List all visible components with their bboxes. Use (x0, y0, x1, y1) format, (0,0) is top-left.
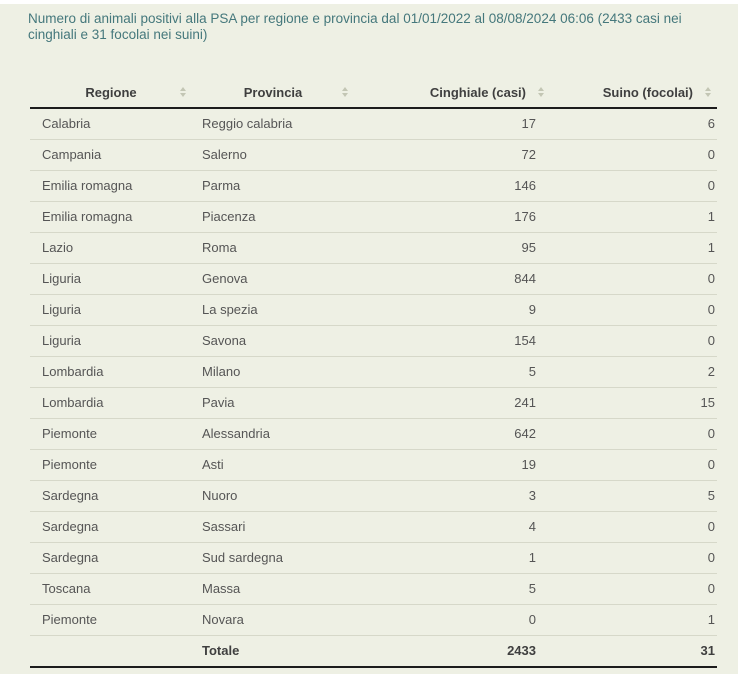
cell-regione: Toscana (30, 574, 192, 605)
table-row (30, 326, 717, 357)
table-row (30, 108, 717, 140)
cell-suino-focolai: 0 (550, 295, 717, 326)
cell-suino-focolai: 2 (550, 357, 717, 388)
column-header-label: Regione (85, 85, 137, 100)
cell-suino-focolai: 0 (550, 543, 717, 574)
report-title: Numero di animali positivi alla PSA per regione e provincia dal 01/01/2022 al 08/08/2024 06:06 (2433 casi nei cinghiali e 31 focolai nei suini) (28, 11, 682, 42)
column-header-label: Provincia (243, 85, 303, 100)
cell-regione: Piemonte (30, 450, 192, 481)
cell-suino-focolai: 15 (550, 388, 717, 419)
cell-provincia: Genova (192, 264, 354, 295)
cell-provincia: Milano (192, 357, 354, 388)
table-row (30, 512, 717, 543)
table-body (30, 108, 717, 636)
column-header-provincia[interactable] (192, 79, 354, 108)
cell-provincia: Massa (192, 574, 354, 605)
table-row (30, 481, 717, 512)
cell-suino-focolai: 0 (550, 264, 717, 295)
cell-cinghiale-casi: 4 (354, 512, 550, 543)
cell-suino-focolai: 0 (550, 450, 717, 481)
cell-regione: Lombardia (30, 388, 192, 419)
cell-regione: Sardegna (30, 481, 192, 512)
cell-regione: Sardegna (30, 512, 192, 543)
table-row (30, 543, 717, 574)
cell-suino-focolai: 1 (550, 233, 717, 264)
cell-regione: Emilia romagna (30, 171, 192, 202)
cell-provincia: Savona (192, 326, 354, 357)
total-cinghiale-value: 2433 (354, 636, 550, 668)
cell-cinghiale-casi: 642 (354, 419, 550, 450)
table-row (30, 605, 717, 636)
cell-suino-focolai: 5 (550, 481, 717, 512)
cell-suino-focolai: 0 (550, 512, 717, 543)
cell-regione: Lombardia (30, 357, 192, 388)
cell-provincia: Salerno (192, 140, 354, 171)
cell-cinghiale-casi: 154 (354, 326, 550, 357)
table-row (30, 233, 717, 264)
table-row (30, 419, 717, 450)
table-row (30, 171, 717, 202)
cell-regione: Liguria (30, 264, 192, 295)
table-row (30, 264, 717, 295)
cell-provincia: Sassari (192, 512, 354, 543)
table-row (30, 202, 717, 233)
cell-cinghiale-casi: 5 (354, 574, 550, 605)
cell-cinghiale-casi: 3 (354, 481, 550, 512)
cell-regione: Campania (30, 140, 192, 171)
table-row (30, 140, 717, 171)
column-header-suino-focolai[interactable] (550, 79, 717, 108)
cell-cinghiale-casi: 176 (354, 202, 550, 233)
psa-region-province-table (30, 79, 717, 668)
cell-regione: Sardegna (30, 543, 192, 574)
total-suino-value: 31 (550, 636, 717, 668)
cell-provincia: Nuoro (192, 481, 354, 512)
cell-suino-focolai: 1 (550, 202, 717, 233)
cell-provincia: Alessandria (192, 419, 354, 450)
cell-provincia: Reggio calabria (202, 116, 293, 131)
cell-cinghiale-casi: 241 (354, 388, 550, 419)
sort-icon (705, 87, 712, 98)
total-row (30, 636, 717, 668)
cell-suino-focolai: 0 (550, 419, 717, 450)
cell-provincia: Sud sardegna (192, 543, 354, 574)
cell-regione: Liguria (30, 295, 192, 326)
cell-regione: Lazio (30, 233, 192, 264)
cell-cinghiale-casi: 5 (354, 357, 550, 388)
cell-provincia: Piacenza (192, 202, 354, 233)
table-header-row (30, 79, 717, 108)
cell-suino-focolai: 0 (550, 326, 717, 357)
cell-cinghiale-casi: 0 (354, 605, 550, 636)
cell-cinghiale-casi: 19 (354, 450, 550, 481)
sort-icon (538, 87, 545, 98)
cell-regione: Calabria (42, 116, 91, 131)
cell-suino-focolai: 1 (550, 605, 717, 636)
cell-regione: Piemonte (30, 605, 192, 636)
cell-regione: Emilia romagna (30, 202, 192, 233)
table-row (30, 450, 717, 481)
table-row (30, 574, 717, 605)
table-row (30, 295, 717, 326)
cell-suino-focolai: 0 (550, 574, 717, 605)
cell-cinghiale-casi: 844 (354, 264, 550, 295)
cell-suino-focolai: 6 (707, 116, 715, 131)
cell-cinghiale-casi: 1 (354, 543, 550, 574)
column-header-label: Suino (focolai) (602, 85, 693, 100)
cell-provincia: Roma (192, 233, 354, 264)
cell-regione: Liguria (30, 326, 192, 357)
table-row (30, 388, 717, 419)
column-header-regione[interactable] (30, 79, 192, 108)
column-header-label: Cinghiale (casi) (429, 85, 526, 100)
table-row (30, 357, 717, 388)
cell-cinghiale-casi: 17 (521, 116, 536, 131)
cell-suino-focolai: 0 (550, 171, 717, 202)
cell-cinghiale-casi: 72 (354, 140, 550, 171)
total-empty-cell (30, 636, 192, 668)
cell-provincia: Novara (192, 605, 354, 636)
cell-provincia: Parma (192, 171, 354, 202)
cell-provincia: Pavia (192, 388, 354, 419)
total-label: Totale (192, 636, 354, 668)
sort-icon (342, 87, 349, 98)
sort-icon (180, 87, 187, 98)
cell-cinghiale-casi: 146 (354, 171, 550, 202)
cell-provincia: La spezia (192, 295, 354, 326)
cell-provincia: Asti (192, 450, 354, 481)
column-header-cinghiale-casi[interactable] (354, 79, 550, 108)
cell-regione: Piemonte (30, 419, 192, 450)
cell-cinghiale-casi: 9 (354, 295, 550, 326)
cell-cinghiale-casi: 95 (354, 233, 550, 264)
cell-suino-focolai: 0 (550, 140, 717, 171)
report-panel (0, 4, 738, 674)
